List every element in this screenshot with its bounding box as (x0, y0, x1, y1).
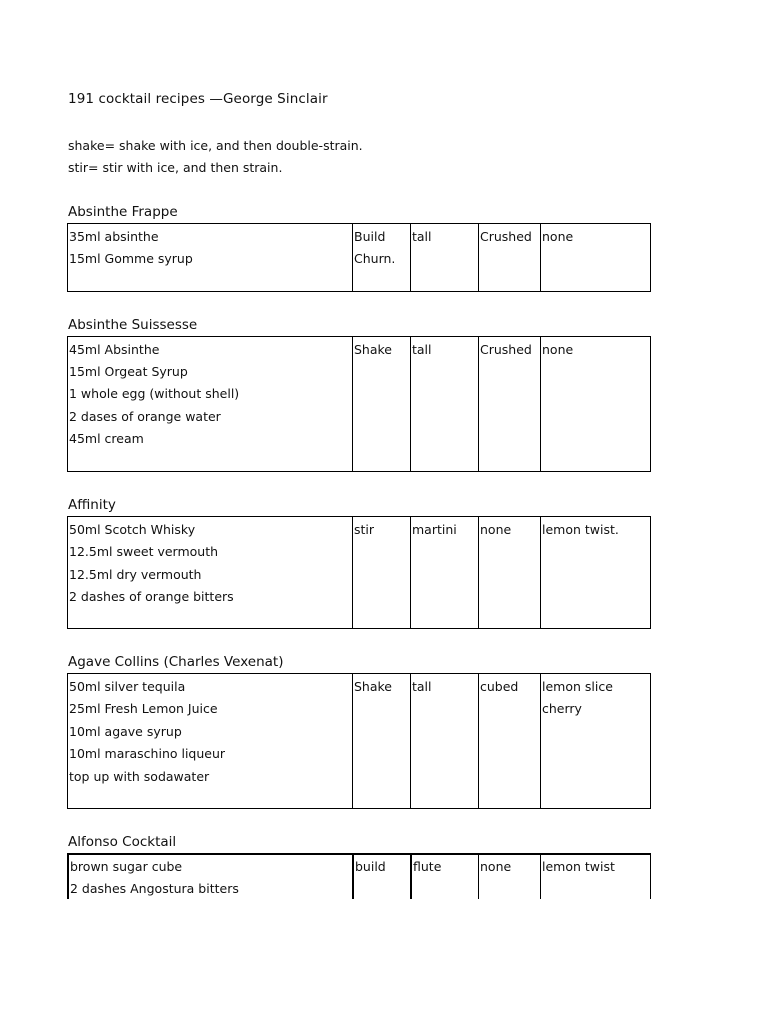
garnish-line: none (542, 229, 574, 244)
ice-line: none (480, 859, 512, 874)
method-line: Shake (354, 679, 393, 694)
glass-line: martini (412, 522, 457, 537)
ice-line: Crushed (480, 229, 532, 244)
method-cell (352, 517, 411, 628)
method-cell (352, 674, 411, 808)
ingredients-cell (68, 224, 352, 291)
ice-cell (478, 224, 541, 291)
ice-cell (478, 855, 541, 899)
ingredients-cell (67, 855, 353, 899)
ice-line: cubed (480, 679, 519, 694)
glass-cell (410, 224, 479, 291)
recipe-table (67, 336, 651, 472)
garnish-line: cherry (542, 701, 582, 716)
recipe-table (67, 853, 651, 899)
glass-cell (410, 517, 479, 628)
ingredient-line: 2 dases of orange water (69, 409, 221, 424)
ingredient-line: 2 dashes of orange bitters (69, 589, 234, 604)
ice-cell (478, 674, 541, 808)
ingredient-line: 1 whole egg (without shell) (69, 386, 240, 401)
ingredient-line: top up with sodawater (69, 769, 210, 784)
ingredient-line: 25ml Fresh Lemon Juice (69, 701, 218, 716)
glass-line: tall (412, 229, 432, 244)
method-line: build (355, 859, 386, 874)
method-cell (352, 855, 412, 899)
ingredient-line: 45ml Absinthe (69, 342, 160, 357)
ingredient-line: 12.5ml dry vermouth (69, 567, 202, 582)
glass-line: flute (413, 859, 442, 874)
recipe-name: Agave Collins (Charles Vexenat) (68, 654, 284, 670)
glass-cell (410, 674, 479, 808)
ingredient-line: 50ml silver tequila (69, 679, 186, 694)
glass-cell (410, 855, 480, 899)
garnish-line: lemon twist (542, 859, 615, 874)
garnish-line: lemon twist. (542, 522, 619, 537)
recipe-name: Absinthe Frappe (68, 204, 178, 220)
ingredient-line: 45ml cream (69, 431, 144, 446)
note-shake: shake= shake with ice, and then double-strain. (68, 138, 363, 153)
garnish-cell (540, 337, 652, 471)
ingredient-line: 15ml Gomme syrup (69, 251, 193, 266)
ingredient-line: 35ml absinthe (69, 229, 159, 244)
garnish-cell (540, 517, 652, 628)
ice-line: none (480, 522, 512, 537)
recipe-table (67, 673, 651, 809)
garnish-cell (540, 224, 652, 291)
method-line: Build (354, 229, 386, 244)
recipe-table (67, 223, 651, 292)
garnish-cell (540, 674, 652, 808)
ingredients-cell (68, 517, 352, 628)
recipe-name: Absinthe Suissesse (68, 317, 198, 333)
method-line: stir (354, 522, 375, 537)
note-stir: stir= stir with ice, and then strain. (68, 160, 283, 175)
ingredient-line: 50ml Scotch Whisky (69, 522, 196, 537)
ingredient-line: 10ml agave syrup (69, 724, 182, 739)
ingredient-line: 10ml maraschino liqueur (69, 746, 226, 761)
garnish-line: lemon slice (542, 679, 613, 694)
recipe-name: Affinity (68, 497, 116, 513)
ingredients-cell (68, 337, 352, 471)
ingredient-line: brown sugar cube (70, 859, 183, 874)
ice-cell (478, 517, 541, 628)
garnish-line: none (542, 342, 574, 357)
method-line: Shake (354, 342, 393, 357)
method-cell (352, 337, 411, 471)
glass-line: tall (412, 342, 432, 357)
garnish-cell (540, 855, 652, 899)
glass-line: tall (412, 679, 432, 694)
ingredient-line: 12.5ml sweet vermouth (69, 544, 219, 559)
ingredient-line: 15ml Orgeat Syrup (69, 364, 188, 379)
ice-line: Crushed (480, 342, 532, 357)
recipe-name: Alfonso Cocktail (68, 834, 177, 850)
method-cell (352, 224, 411, 291)
ice-cell (478, 337, 541, 471)
document-title: 191 cocktail recipes —George Sinclair (68, 91, 328, 107)
ingredient-line: 2 dashes Angostura bitters (70, 881, 239, 896)
glass-cell (410, 337, 479, 471)
recipe-table (67, 516, 651, 629)
method-line: Churn. (354, 251, 396, 266)
ingredients-cell (68, 674, 352, 808)
